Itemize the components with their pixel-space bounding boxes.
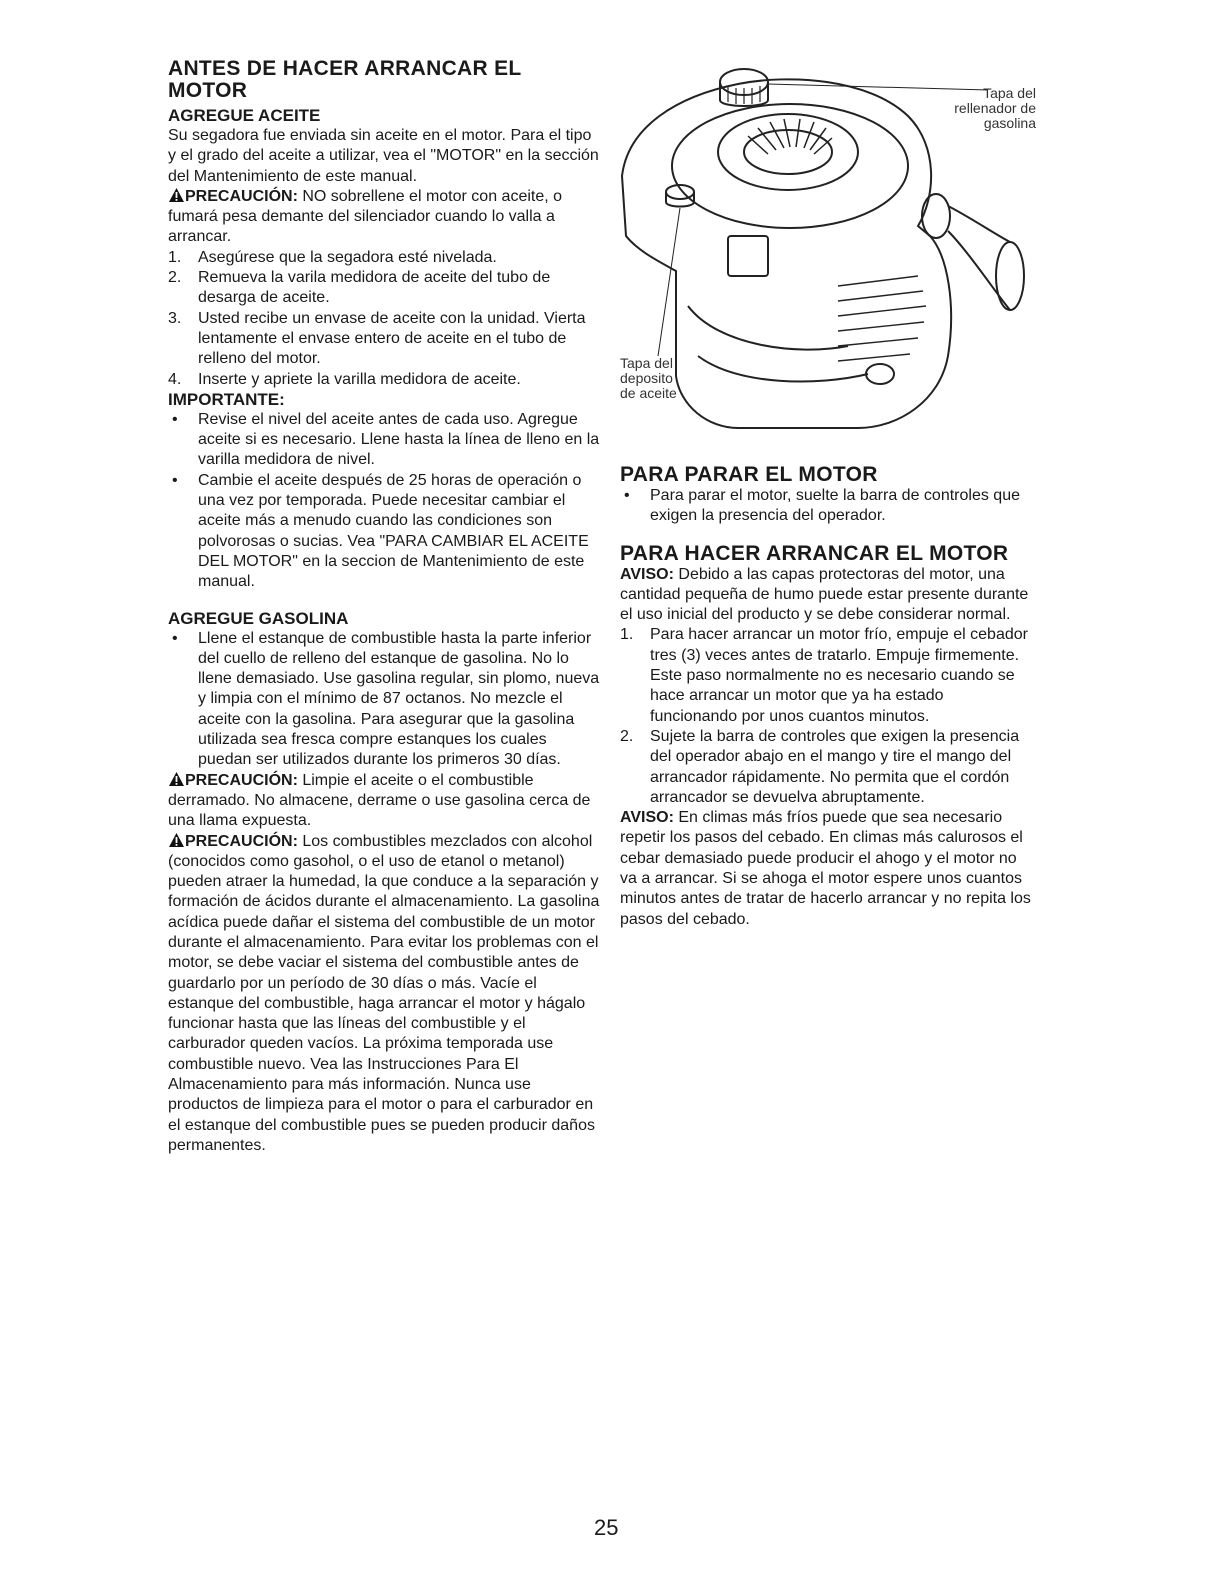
list-item [168, 309, 600, 370]
caution-text: NO sobrellene el motor con aceite, o fumará pesa demante del silenciador cuando lo valla a arrancar. [168, 187, 563, 246]
step-text: Inserte y apriete la varilla medidora de aceite. [198, 370, 521, 388]
fuel-caution-1 [168, 771, 600, 832]
right-column [620, 464, 1032, 930]
list-item: • Cambie el aceite después de 25 horas de operación o una vez por temporada. Puede necesitar cambiar el aceite más a menudo cuando las condiciones son polvorosas o sucias. Vea "PARA CAMBIAR EL ACEITE DEL MOTOR" en la seccion de Mantenimiento de este manual. [168, 471, 600, 593]
caution-text: Limpie el aceite o el combustible derramado. No almacene, derrame o use gasolina cerca de una llama expuesta. [168, 771, 591, 830]
left-column [168, 58, 600, 1156]
step-text: Remueva la varila medidora de aceite del tubo de desarga de aceite. [198, 269, 551, 307]
oil-steps-list [168, 248, 600, 390]
fuel-caution-2 [168, 832, 600, 1157]
step-number: 1. [168, 248, 182, 266]
oil-intro: Su segadora fue enviada sin aceite en el motor. Para el tipo y el grado del aceite a utilizar, vea el "MOTOR" en la sección del Mantenimiento de este manual. [168, 127, 599, 185]
important-list [168, 410, 600, 593]
list-item: • Revise el nivel del aceite antes de cada uso. Agregue aceite si es necesario. Llene hasta la línea de lleno en la varilla medidora de nivel. [168, 410, 600, 471]
fuel-cap-label: Tapa del rellenador de gasolina [954, 85, 1036, 131]
caution-label: PRECAUCIÓN: [185, 187, 298, 205]
step-text: Sujete la barra de controles que exigen la presencia del operador abajo en el mango y tire el mango del arrancador rápidamente. No permita que el cordón arrancador se devuelva abruptamente. [650, 727, 1020, 806]
step-number: 2. [168, 269, 182, 287]
notice-label: AVISO: [620, 565, 674, 583]
list-item [168, 268, 600, 309]
step-text: Usted recibe un envase de aceite con la unidad. Vierta lentamente el envase entero de aceite en el tubo de relleno del motor. [198, 309, 586, 368]
start-steps-list [620, 625, 1032, 808]
fuel-list [168, 629, 600, 771]
list-item [620, 727, 1032, 808]
step-number: 3. [168, 309, 182, 327]
warning-triangle-icon [168, 771, 185, 787]
stop-list [620, 486, 1032, 527]
heading-start-engine: PARA HACER ARRANCAR EL MOTOR [620, 541, 1009, 565]
start-notice-1 [620, 565, 1032, 626]
heading-important: IMPORTANTE: [168, 389, 285, 409]
heading-add-oil: AGREGUE ACEITE [168, 106, 321, 125]
step-number: 2. [620, 727, 634, 745]
list-item [168, 248, 600, 268]
page-number: 25 [594, 1515, 619, 1540]
list-item [168, 370, 600, 390]
notice-label: AVISO: [620, 809, 674, 827]
list-item: • Llene el estanque de combustible hasta la parte inferior del cuello de relleno del estanque de gasolina. No lo llene demasiado. Use gasolina regular, sin plomo, nueva y limpia con el mínimo de 87 octanos. No mezcle el aceite con la gasolina. Para asegurar que la gasolina utilizada sea fresca compre estanques los cuales puedan ser utilizados durante los primeros 30 días. [168, 629, 600, 771]
section-title-before-starting: ANTES DE HACER ARRANCAR EL MOTOR [168, 57, 522, 102]
warning-triangle-icon [168, 832, 185, 848]
start-notice-2 [620, 808, 1032, 930]
caution-label: PRECAUCIÓN: [185, 832, 298, 850]
notice-text: Debido a las capas protectoras del motor, una cantidad pequeña de humo puede estar presente durante el uso inicial del producto y se debe considerar normal. [620, 565, 1029, 624]
heading-add-fuel: AGREGUE GASOLINA [168, 608, 349, 628]
engine-illustration [618, 56, 1036, 442]
step-text: Para hacer arrancar un motor frío, empuje el cebador tres (3) veces antes de tratarlo. Empuje firmemente. Este paso normalmente no es necesario cuando se hace arrancar un motor que ya ha estado funcionando por unos cuantos minutos. [650, 626, 1028, 725]
notice-text: En climas más fríos puede que sea necesario repetir los pasos del cebado. En climas más calurosos el cebar demasiado puede producir el ahogo y el motor no va a arrancar. Si se ahoga el motor espere unos cuantos minutos antes de tratar de hacerlo arrancar y no repita los pasos del cebado. [620, 809, 1031, 928]
step-number: 4. [168, 370, 182, 388]
oil-cap-label: Tapa del deposito de aceite [620, 355, 677, 401]
oil-caution [168, 187, 600, 248]
list-item: • Para parar el motor, suelte la barra de controles que exigen la presencia del operador. [620, 486, 1032, 527]
list-item [620, 625, 1032, 726]
caution-label: PRECAUCIÓN: [185, 771, 298, 789]
warning-triangle-icon [168, 187, 185, 203]
step-number: 1. [620, 626, 634, 644]
step-text: Asegúrese que la segadora esté nivelada. [198, 248, 497, 266]
caution-text: Los combustibles mezclados con alcohol (conocidos como gasohol, o el uso de etanol o metanol) pueden atraer la humedad, la que conduce a la separación y formación de ácidos durante el almacenamiento. La gasolina acídica puede dañar el sistema del combustible de un motor durante el almacenamiento. Para evitar los problemas con el motor, se debe vaciar el sistema del combustible antes de guardarlo por un período de 30 días o más. Vacíe el estanque del combustible, haga arrancar el motor y hágalo funcionar hasta que las líneas del combustible y el carburador queden vacíos. La próxima temporada use combustible nuevo. Vea las Instrucciones Para El Almacenamiento para más información. Nunca use productos de limpieza para el motor o para el carburador en el estanque del combustible pues se pueden producir daños permanentes. [168, 832, 600, 1154]
heading-stop-engine: PARA PARAR EL MOTOR [620, 463, 878, 486]
